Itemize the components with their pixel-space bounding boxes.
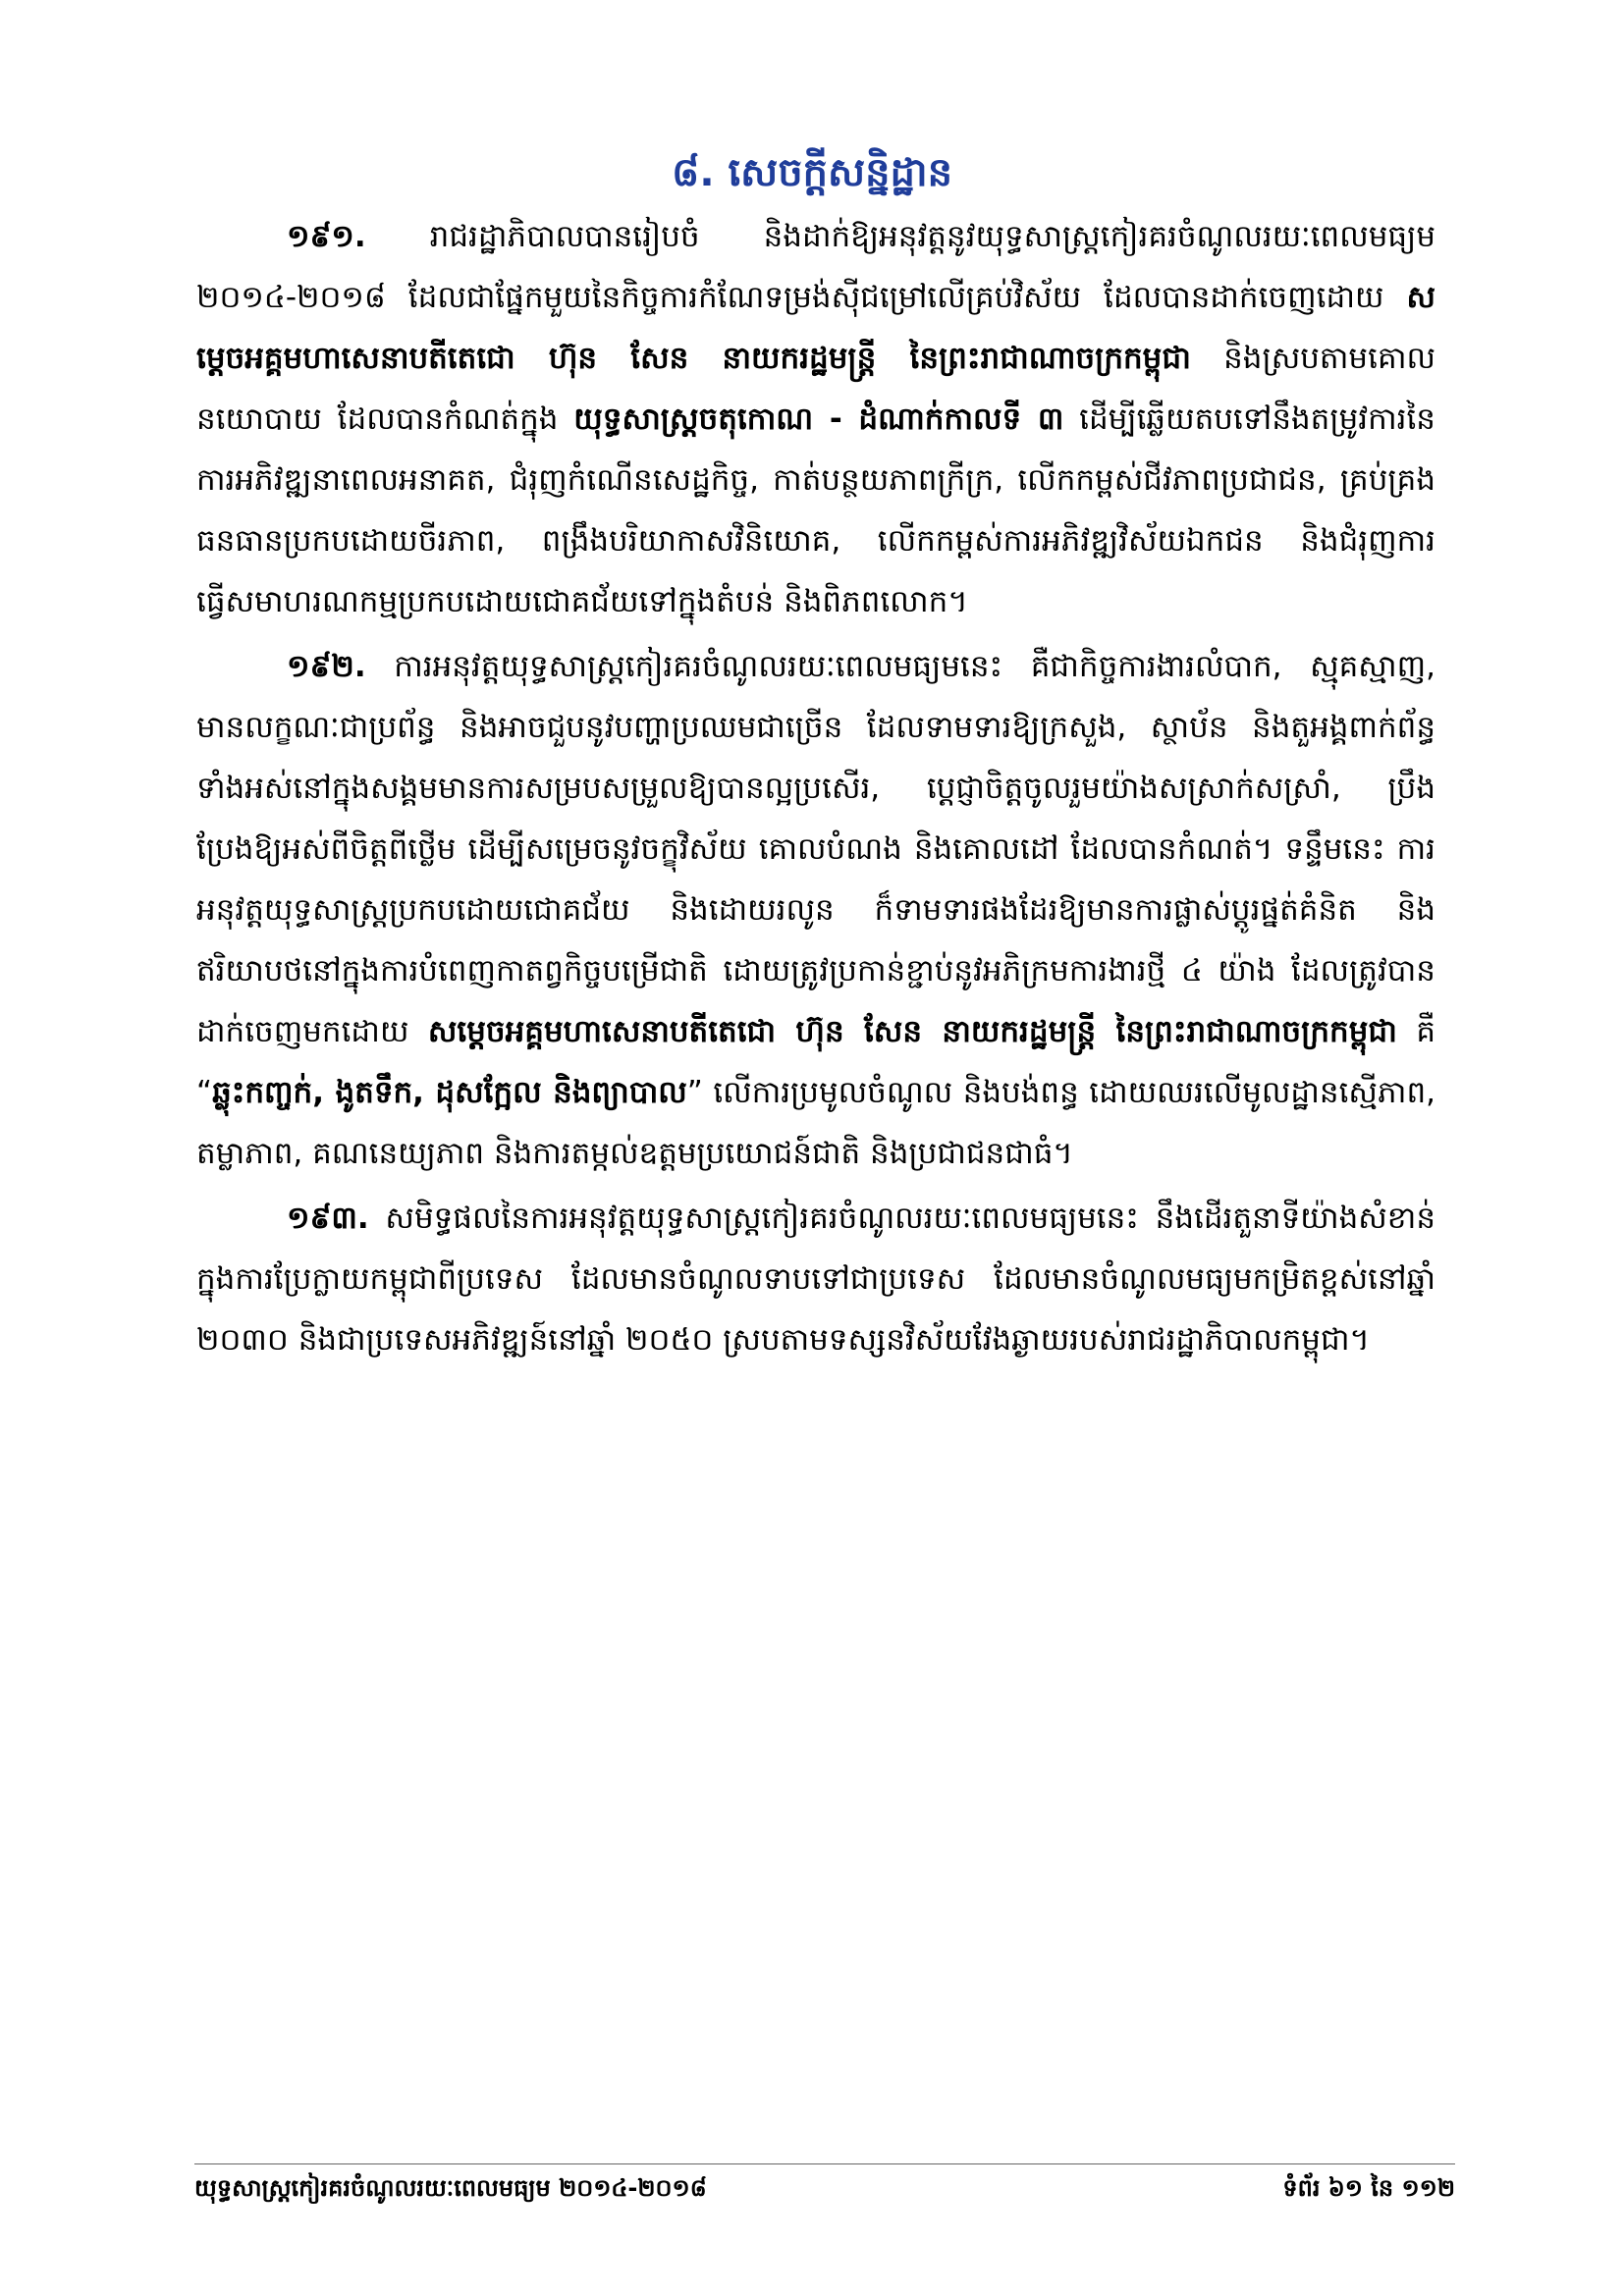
paragraph-193 bbox=[196, 1188, 1435, 1370]
paragraph-text: គឺ “ bbox=[196, 1014, 1435, 1110]
paragraph-text: ដើម្បីឆ្លើយតបទៅនឹងតម្រូវការនៃការអភិវឌ្ឍនាពេលអនាគត, ជំរុញកំណើនសេដ្ឋកិច្ច, កាត់បន្ថយភាពក្រីក្រ, លើកកម្ពស់ជីវភាពប្រជាជន, គ្រប់គ្រងធនធានប្រកបដោយចីរភាព, ពង្រឹងបរិយាកាសវិនិយោគ, លើកកម្ពស់ការអភិវឌ្ឍវិស័យឯកជន និងជំរុញការធ្វើសមាហរណកម្មប្រកបដោយជោគជ័យទៅក្នុងតំបន់ និងពិភពលោក។ bbox=[196, 401, 1435, 619]
paragraph-text: រាជរដ្ឋាភិបាលបានរៀបចំ និងដាក់ឱ្យអនុវត្តនូវយុទ្ធសាស្ត្រកៀរគរចំណូលរយៈពេលមធ្យម ២០១៤-២០១៨ ដែលជាផ្នែកមួយនៃកិច្ចការកំណែទម្រង់ស៊ីជម្រៅលើគ្រប់វិស័យ ដែលបានដាក់ចេញដោយ bbox=[196, 219, 1435, 315]
section-heading: ៨. សេចក្តីសន្និដ្ឋាន bbox=[672, 150, 952, 195]
paragraph-number: ១៩២. bbox=[287, 649, 366, 684]
paragraph-number: ១៩១. bbox=[287, 219, 366, 254]
footer-document-title: យុទ្ធសាស្ត្រកៀរគរចំណូលរយៈពេលមធ្យម ២០១៤-២០១៨ bbox=[194, 2174, 707, 2202]
paragraph-bold-text: សម្តេចអគ្គមហាសេនាបតីតេជោ ហ៊ុន សែន នាយករដ្ឋមន្ត្រី នៃព្រះរាជាណាចក្រកម្ពុជា bbox=[196, 280, 1435, 376]
paragraph-bold-text: សម្តេចអគ្គមហាសេនាបតីតេជោ ហ៊ុន សែន នាយករដ្ឋមន្ត្រី នៃព្រះរាជាណាចក្រកម្ពុជា bbox=[427, 1014, 1397, 1049]
paragraph-bold-text: ឆ្លុះកញ្ចក់, ងូតទឹក, ដុសក្អែល និងព្យាបាល bbox=[212, 1075, 687, 1110]
footer-page-number: ទំព័រ ៦១ នៃ ១១២ bbox=[1282, 2174, 1455, 2202]
footer-divider bbox=[194, 2163, 1455, 2164]
paragraph-number: ១៩៣. bbox=[287, 1201, 369, 1236]
paragraph-bold-text: យុទ្ធសាស្ត្រចតុកោណ - ដំណាក់កាលទី ៣ bbox=[573, 401, 1064, 437]
paragraph-191 bbox=[196, 206, 1435, 632]
paragraph-text: ” លើការប្រមូលចំណូល និងបង់ពន្ធ ដោយឈរលើមូលដ្ឋានស្មើភាព, តម្លាភាព, គណនេយ្យភាព និងការតម្កល់ឧត្តមប្រយោជន៍ជាតិ និងប្រជាជនជាធំ។ bbox=[196, 1075, 1435, 1171]
paragraph-text: និងស្របតាមគោលនយោបាយ ដែលបានកំណត់ក្នុង bbox=[196, 341, 1435, 437]
paragraph-text: ការអនុវត្តយុទ្ធសាស្ត្រកៀរគរចំណូលរយៈពេលមធ្យមនេះ គឺជាកិច្ចការងារលំបាក, ស្មុគស្មាញ, មានលក្ខណៈជាប្រព័ន្ធ និងអាចជួបនូវបញ្ហាប្រឈមជាច្រើន ដែលទាមទារឱ្យក្រសួង, ស្ថាប័ន និងតួអង្គពាក់ព័ន្ធ ទាំងអស់នៅក្នុងសង្គមមានការសម្របសម្រួលឱ្យបានល្អប្រសើរ, ប្តេជ្ញាចិត្តចូលរួមយ៉ាងសស្រាក់សស្រាំ, ប្រឹងប្រែងឱ្យអស់ពីចិត្តពីថ្លើម ដើម្បីសម្រេចនូវចក្ខុវិស័យ គោលបំណង និងគោលដៅ ដែលបានកំណត់។ ទន្ទឹមនេះ ការអនុវត្តយុទ្ធសាស្ត្រប្រកបដោយជោគជ័យ និងដោយរលូន ក៏ទាមទារផងដែរឱ្យមានការផ្លាស់ប្តូរផ្នត់គំនិត និងឥរិយាបថនៅក្នុងការបំពេញកាតព្វកិច្ចបម្រើជាតិ ដោយត្រូវប្រកាន់ខ្ជាប់នូវអភិក្រមការងារថ្មី ៤ យ៉ាង ដែលត្រូវបានដាក់ចេញមកដោយ bbox=[196, 649, 1435, 1049]
paragraph-text: សមិទ្ធផលនៃការអនុវត្តយុទ្ធសាស្ត្រកៀរគរចំណូលរយៈពេលមធ្យមនេះ នឹងដើរតួនាទីយ៉ាងសំខាន់ក្នុងការប្រែក្លាយកម្ពុជាពីប្រទេស ដែលមានចំណូលទាបទៅជាប្រទេស ដែលមានចំណូលមធ្យមកម្រិតខ្ពស់នៅឆ្នាំ ២០៣០ និងជាប្រទេសអភិវឌ្ឍន៍នៅឆ្នាំ ២០៥០ ស្របតាមទស្សនវិស័យវែងឆ្ងាយរបស់រាជរដ្ឋាភិបាលកម្ពុជា។ bbox=[196, 1201, 1435, 1358]
paragraph-192 bbox=[196, 636, 1435, 1184]
document-body bbox=[196, 206, 1435, 1374]
